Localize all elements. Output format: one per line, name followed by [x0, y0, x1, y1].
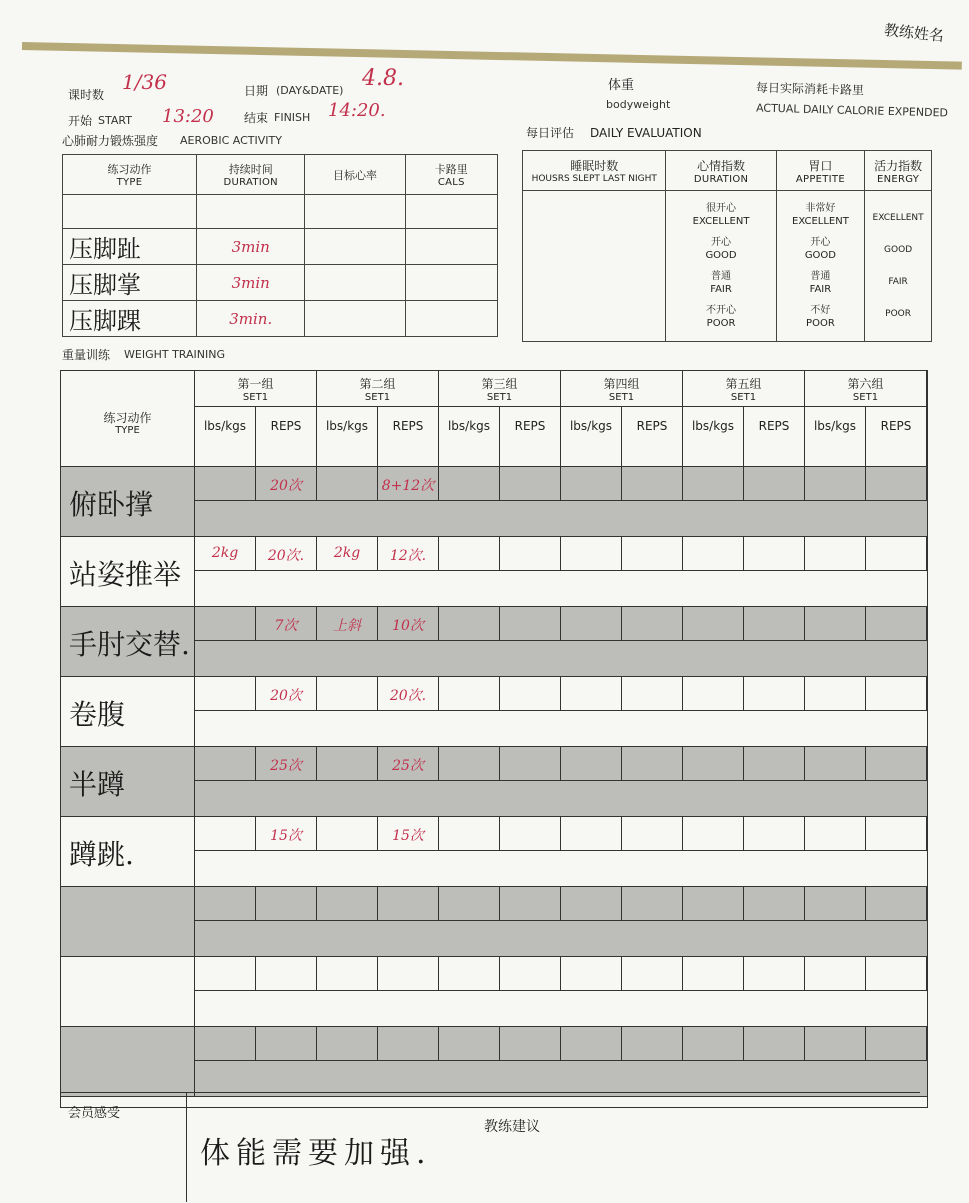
lbs-header: lbs/kgs	[439, 407, 500, 467]
start-value: 13:20	[162, 106, 214, 127]
lbs-header: lbs/kgs	[317, 407, 378, 467]
weight-table	[60, 370, 928, 1108]
finish-value: 14:20.	[328, 100, 386, 121]
header-band	[22, 42, 962, 70]
aerobic-table	[62, 154, 498, 337]
bodyweight-sub: bodyweight	[606, 98, 671, 111]
set-header-en: SET1	[364, 392, 391, 403]
aerobic-duration-cell: 3min	[196, 265, 304, 301]
row-notes-band[interactable]	[195, 921, 927, 957]
finish-sub: FINISH	[274, 111, 311, 124]
eval-header-appetite: 胃口 APPETITE	[776, 151, 865, 191]
set-value-cell[interactable]	[561, 537, 622, 571]
exercise-type-cell[interactable]	[61, 887, 195, 957]
appetite-option[interactable]: 非常好 EXCELLENT	[792, 203, 849, 227]
set-value-cell[interactable]	[256, 887, 317, 921]
date-value: 4.8.	[362, 66, 404, 91]
set-value-cell[interactable]	[195, 957, 256, 991]
set-value-cell[interactable]	[622, 467, 683, 501]
set-value-cell[interactable]	[683, 677, 744, 711]
set-value-cell[interactable]	[439, 957, 500, 991]
set-header-6	[805, 371, 927, 407]
set-value-cell[interactable]	[439, 817, 500, 851]
coach-advice-label: 教练建议	[484, 1119, 540, 1135]
aerobic-type-cell: 压脚掌	[63, 265, 197, 301]
set-value-cell[interactable]	[561, 607, 622, 641]
row-notes-band[interactable]	[195, 851, 927, 887]
set-value-cell[interactable]	[805, 677, 866, 711]
set-header-en: SET1	[852, 392, 879, 403]
set-value-cell[interactable]	[866, 467, 927, 501]
weight-header-type-en: TYPE	[115, 425, 140, 436]
daily-eval-sub: DAILY EVALUATION	[590, 126, 702, 140]
set-value-cell[interactable]	[378, 957, 439, 991]
weight-training-sub: WEIGHT TRAINING	[124, 348, 225, 361]
reps-header: REPS	[256, 407, 317, 467]
aerobic-cell[interactable]	[305, 301, 405, 337]
set-header-2	[317, 371, 439, 407]
set-value-cell[interactable]	[195, 677, 256, 711]
set-value-cell[interactable]	[378, 1027, 439, 1061]
set-value-cell[interactable]	[683, 817, 744, 851]
set-value-cell[interactable]	[866, 537, 927, 571]
set-value-cell[interactable]	[866, 1027, 927, 1061]
set-value-cell[interactable]	[866, 887, 927, 921]
mood-option[interactable]: 不开心 POOR	[706, 305, 737, 329]
exercise-type-cell[interactable]	[61, 1027, 195, 1097]
exercise-type-cell[interactable]: 手肘交替.	[61, 607, 195, 677]
set-value-cell[interactable]	[683, 1027, 744, 1061]
lbs-header: lbs/kgs	[683, 407, 744, 467]
set-value-cell[interactable]	[500, 1027, 561, 1061]
aerobic-duration-cell: 3min	[196, 229, 304, 265]
mood-option[interactable]: 普通 FAIR	[710, 271, 732, 295]
aerobic-duration-cell: 3min.	[196, 301, 304, 337]
set-value-cell[interactable]	[744, 467, 805, 501]
energy-option[interactable]: EXCELLENT	[872, 213, 924, 223]
eval-header-mood: 心情指数 DURATION	[666, 151, 776, 191]
set-value-cell[interactable]	[744, 747, 805, 781]
set-value-cell[interactable]	[683, 467, 744, 501]
set-value-cell[interactable]	[744, 677, 805, 711]
set-value-cell[interactable]	[195, 817, 256, 851]
set-value-cell[interactable]: 2kg	[317, 537, 378, 571]
row-notes-band[interactable]	[195, 711, 927, 747]
set-value-cell[interactable]	[622, 1027, 683, 1061]
set-value-cell[interactable]	[195, 467, 256, 501]
row-notes-band[interactable]	[195, 641, 927, 677]
set-value-cell[interactable]	[866, 817, 927, 851]
set-header-cn: 第五组	[725, 377, 762, 391]
appetite-option[interactable]: 不好 POOR	[806, 305, 835, 329]
row-notes-band[interactable]	[195, 991, 927, 1027]
set-value-cell[interactable]	[805, 817, 866, 851]
set-header-cn: 第四组	[603, 377, 640, 391]
set-header-en: SET1	[730, 392, 757, 403]
set-value-cell[interactable]	[866, 677, 927, 711]
sessions-label: 课时数	[68, 88, 105, 102]
energy-option[interactable]: GOOD	[884, 245, 913, 255]
set-value-cell[interactable]	[866, 747, 927, 781]
set-value-cell[interactable]: 10次	[378, 607, 439, 641]
exercise-type-cell[interactable]: 半蹲	[61, 747, 195, 817]
set-value-cell[interactable]	[378, 887, 439, 921]
set-value-cell[interactable]	[805, 747, 866, 781]
set-header-3	[439, 371, 561, 407]
set-header-en: SET1	[242, 392, 269, 403]
set-value-cell[interactable]	[744, 537, 805, 571]
aerobic-header-type: 练习动作 TYPE	[63, 155, 197, 195]
set-value-cell[interactable]	[500, 467, 561, 501]
evaluation-table	[522, 150, 932, 342]
set-value-cell[interactable]	[439, 747, 500, 781]
calorie-label: 每日实际消耗卡路里	[755, 80, 865, 98]
weight-header-type	[61, 371, 195, 467]
set-value-cell[interactable]	[317, 747, 378, 781]
aerobic-cell[interactable]	[196, 195, 304, 229]
set-value-cell[interactable]	[317, 677, 378, 711]
set-value-cell[interactable]	[805, 537, 866, 571]
set-value-cell[interactable]	[500, 607, 561, 641]
footer	[60, 1092, 920, 1203]
set-value-cell[interactable]: 2kg	[195, 537, 256, 571]
set-value-cell[interactable]	[317, 957, 378, 991]
set-value-cell[interactable]	[622, 677, 683, 711]
footer-divider	[186, 1092, 187, 1202]
set-value-cell[interactable]: 12次.	[378, 537, 439, 571]
bodyweight-label: 体重	[608, 78, 635, 93]
set-value-cell[interactable]	[195, 887, 256, 921]
aerobic-type-cell: 压脚踝	[63, 301, 197, 337]
start-label: 开始	[68, 114, 93, 128]
set-value-cell[interactable]	[439, 1027, 500, 1061]
set-value-cell[interactable]	[561, 677, 622, 711]
reps-header: REPS	[866, 407, 927, 467]
set-value-cell[interactable]	[439, 887, 500, 921]
aerobic-type-cell: 压脚趾	[63, 229, 197, 265]
set-value-cell[interactable]	[317, 887, 378, 921]
set-value-cell[interactable]	[500, 957, 561, 991]
eval-header-sleep: 睡眠时数 HOUSRS SLEPT LAST NIGHT	[523, 151, 666, 191]
finish-label: 结束	[244, 111, 269, 125]
row-notes-band[interactable]	[195, 781, 927, 817]
set-value-cell[interactable]	[866, 957, 927, 991]
set-value-cell[interactable]	[561, 747, 622, 781]
set-value-cell[interactable]	[683, 887, 744, 921]
set-value-cell[interactable]	[561, 467, 622, 501]
set-value-cell[interactable]	[439, 537, 500, 571]
appetite-option[interactable]: 普通 FAIR	[809, 271, 832, 295]
set-value-cell[interactable]	[805, 467, 866, 501]
row-notes-band[interactable]	[195, 571, 927, 607]
exercise-type-cell[interactable]: 俯卧撑	[61, 467, 195, 537]
aerobic-cell[interactable]	[405, 265, 497, 301]
set-value-cell[interactable]	[622, 537, 683, 571]
weight-training-label: 重量训练	[62, 348, 111, 362]
set-value-cell[interactable]	[744, 887, 805, 921]
aerobic-cell[interactable]	[305, 229, 405, 265]
set-value-cell[interactable]: 8+12次	[378, 467, 439, 501]
set-value-cell[interactable]	[561, 817, 622, 851]
eval-appetite-options	[776, 191, 865, 342]
reps-header: REPS	[744, 407, 805, 467]
set-value-cell[interactable]	[744, 607, 805, 641]
lbs-header: lbs/kgs	[561, 407, 622, 467]
set-value-cell[interactable]	[317, 1027, 378, 1061]
exercise-type-cell[interactable]: 蹲跳.	[61, 817, 195, 887]
set-value-cell[interactable]	[805, 887, 866, 921]
set-value-cell[interactable]	[256, 1027, 317, 1061]
aerobic-sub: AEROBIC ACTIVITY	[180, 134, 282, 147]
lbs-header: lbs/kgs	[195, 407, 256, 467]
set-value-cell[interactable]	[622, 887, 683, 921]
set-header-en: SET1	[486, 392, 513, 403]
eval-energy-options	[865, 191, 932, 342]
member-feedback-note[interactable]: 体能需要加强.	[200, 1136, 432, 1171]
set-value-cell[interactable]	[500, 747, 561, 781]
set-value-cell[interactable]	[744, 817, 805, 851]
exercise-type-cell[interactable]: 站姿推举	[61, 537, 195, 607]
set-header-4	[561, 371, 683, 407]
set-value-cell[interactable]	[500, 537, 561, 571]
set-value-cell[interactable]: 上斜	[317, 607, 378, 641]
set-value-cell[interactable]: 25次	[256, 747, 317, 781]
set-value-cell[interactable]	[317, 467, 378, 501]
aerobic-header-duration: 持续时间 DURATION	[196, 155, 304, 195]
set-value-cell[interactable]	[683, 537, 744, 571]
set-value-cell[interactable]	[561, 957, 622, 991]
date-sub: (DAY&DATE)	[276, 84, 344, 97]
set-value-cell[interactable]	[744, 1027, 805, 1061]
set-value-cell[interactable]	[866, 607, 927, 641]
aerobic-cell[interactable]	[405, 195, 497, 229]
set-header-cn: 第三组	[481, 377, 518, 391]
set-value-cell[interactable]: 7次	[256, 607, 317, 641]
set-value-cell[interactable]	[500, 887, 561, 921]
set-value-cell[interactable]: 20次	[256, 677, 317, 711]
set-value-cell[interactable]	[317, 817, 378, 851]
reps-header: REPS	[500, 407, 561, 467]
mood-option[interactable]: 很开心 EXCELLENT	[692, 203, 750, 227]
set-value-cell[interactable]	[561, 1027, 622, 1061]
start-sub: START	[98, 114, 132, 127]
set-value-cell[interactable]	[683, 747, 744, 781]
set-value-cell[interactable]	[805, 957, 866, 991]
set-value-cell[interactable]: 15次	[256, 817, 317, 851]
member-feedback-label: 会员感受	[68, 1106, 121, 1121]
aerobic-cell[interactable]	[405, 301, 497, 337]
set-value-cell[interactable]	[805, 607, 866, 641]
set-header-cn: 第六组	[847, 377, 884, 391]
set-header-en: SET1	[608, 392, 635, 403]
mood-option[interactable]: 开心 GOOD	[705, 237, 737, 261]
appetite-option[interactable]: 开心 GOOD	[804, 237, 837, 261]
reps-header: REPS	[378, 407, 439, 467]
set-value-cell[interactable]	[622, 957, 683, 991]
set-value-cell[interactable]	[500, 677, 561, 711]
set-value-cell[interactable]	[683, 957, 744, 991]
aerobic-cell[interactable]	[305, 265, 405, 301]
set-value-cell[interactable]	[622, 817, 683, 851]
coach-name-label: 教练姓名	[883, 20, 945, 46]
daily-eval-label: 每日评估	[526, 126, 575, 140]
set-value-cell[interactable]	[561, 887, 622, 921]
set-header-cn: 第二组	[359, 377, 396, 391]
set-value-cell[interactable]	[256, 957, 317, 991]
set-header-cn: 第一组	[237, 377, 274, 391]
set-value-cell[interactable]	[439, 607, 500, 641]
eval-sleep-cell[interactable]	[523, 191, 666, 342]
aerobic-cell[interactable]	[405, 229, 497, 265]
energy-option[interactable]: FAIR	[888, 277, 908, 287]
set-value-cell[interactable]: 25次	[378, 747, 439, 781]
set-value-cell[interactable]: 20次.	[378, 677, 439, 711]
set-value-cell[interactable]	[744, 957, 805, 991]
aerobic-header-cals: 卡路里 CALS	[405, 155, 497, 195]
set-value-cell[interactable]	[439, 677, 500, 711]
set-value-cell[interactable]	[439, 467, 500, 501]
aerobic-cell[interactable]	[305, 195, 405, 229]
set-value-cell[interactable]: 15次	[378, 817, 439, 851]
set-header-5	[683, 371, 805, 407]
set-value-cell[interactable]	[622, 747, 683, 781]
row-notes-band[interactable]	[195, 501, 927, 537]
set-value-cell[interactable]	[195, 1027, 256, 1061]
calorie-sub: ACTUAL DAILY CALORIE EXPENDED	[755, 101, 949, 120]
aerobic-header-heart-rate: 目标心率	[305, 155, 405, 195]
aerobic-label: 心肺耐力锻炼强度	[62, 134, 159, 148]
set-value-cell[interactable]: 20次.	[256, 537, 317, 571]
eval-mood-options	[666, 191, 776, 342]
set-value-cell[interactable]: 20次	[256, 467, 317, 501]
set-value-cell[interactable]	[683, 607, 744, 641]
set-value-cell[interactable]	[622, 607, 683, 641]
exercise-type-cell[interactable]: 卷腹	[61, 677, 195, 747]
aerobic-cell[interactable]	[63, 195, 197, 229]
date-label: 日期	[244, 84, 269, 98]
sessions-value: 1/36	[122, 70, 167, 94]
eval-header-energy: 活力指数 ENERGY	[865, 151, 932, 191]
weight-header-type-cn: 练习动作	[103, 411, 152, 425]
set-header-1	[195, 371, 317, 407]
energy-option[interactable]: POOR	[885, 309, 912, 319]
set-value-cell[interactable]	[195, 747, 256, 781]
reps-header: REPS	[622, 407, 683, 467]
set-value-cell[interactable]	[500, 817, 561, 851]
set-value-cell[interactable]	[805, 1027, 866, 1061]
set-value-cell[interactable]	[195, 607, 256, 641]
lbs-header: lbs/kgs	[805, 407, 866, 467]
exercise-type-cell[interactable]	[61, 957, 195, 1027]
